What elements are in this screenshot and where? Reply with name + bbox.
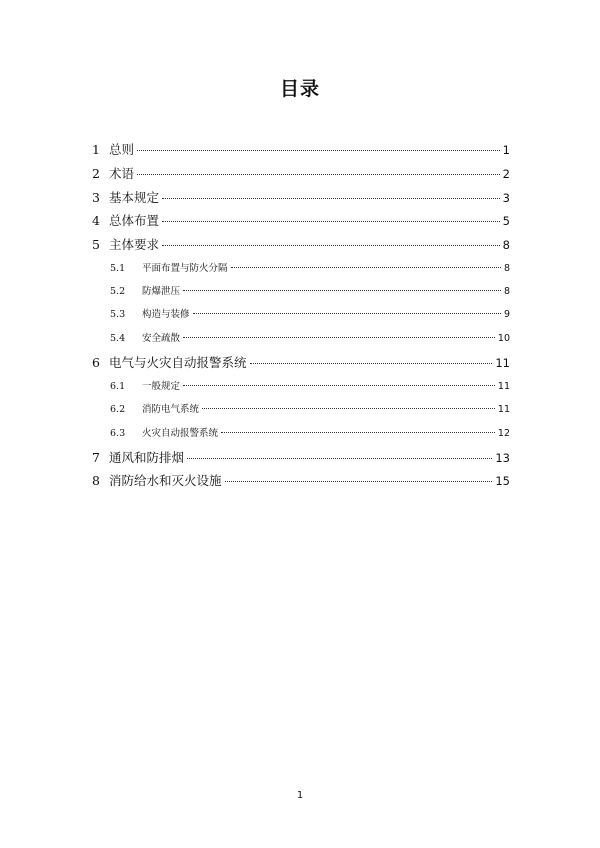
toc-subentry[interactable] [110,378,510,392]
toc-subentry[interactable] [110,306,510,320]
toc-entry-number: 3 [92,190,100,205]
toc-leader-dots [183,337,495,338]
toc-entry-page: 12 [497,428,510,439]
toc-entry-number: 1 [92,142,100,157]
toc-entry-page: 9 [503,309,510,320]
toc-subentry[interactable] [110,425,510,439]
toc-entry[interactable] [92,448,510,466]
toc-entry[interactable] [92,353,510,371]
toc-entry[interactable] [92,164,510,182]
toc-leader-dots [225,481,493,482]
toc-entry-label: 电气与火灾自动报警系统 [109,355,247,370]
toc-entry[interactable] [92,235,510,253]
toc-entry-label: 通风和防排烟 [109,450,185,465]
toc-entry-number: 4 [92,213,100,228]
toc-entry-page: 3 [502,191,510,205]
toc-entry-number: 7 [92,450,100,465]
toc-entry-page: 8 [503,286,510,297]
toc-entry-number: 6.2 [110,404,126,415]
toc-entry-number: 5.2 [110,286,126,297]
toc-leader-dots [137,150,500,151]
toc-entry-label: 一般规定 [142,381,181,392]
toc-subentry[interactable] [110,330,510,344]
toc-entry-page: 13 [495,451,510,465]
toc-leader-dots [202,408,495,409]
toc-leader-dots [137,174,500,175]
toc-entry-page: 8 [502,238,510,252]
toc-leader-dots [250,363,493,364]
toc-entry-page: 11 [495,356,510,370]
toc-entry-label: 基本规定 [109,190,160,205]
toc-entry-number: 6.3 [110,428,126,439]
toc-leader-dots [183,385,495,386]
toc-subentry[interactable] [110,401,510,415]
toc-entry-label: 术语 [109,166,135,181]
toc-entry[interactable] [92,471,510,489]
toc-entry-label: 主体要求 [109,237,160,252]
toc-entry-page: 1 [502,143,510,157]
toc-leader-dots [162,221,500,222]
toc-entry-number: 2 [92,166,100,181]
toc-leader-dots [183,290,501,291]
toc-entry-number: 6.1 [110,381,126,392]
page-number: 1 [296,790,304,801]
toc-entry-label: 防爆泄压 [142,286,181,297]
toc-entry-label: 消防给水和灭火设施 [109,473,222,488]
toc-entry-page: 8 [503,263,510,274]
toc-entry-number: 8 [92,473,100,488]
toc-entry-label: 构造与装修 [142,309,190,320]
toc-subentry[interactable] [110,260,510,274]
toc-leader-dots [193,313,501,314]
toc-entry[interactable] [92,211,510,229]
toc-entry-page: 2 [502,167,510,181]
toc-entry-label: 平面布置与防火分隔 [142,263,228,274]
toc-entry-label: 安全疏散 [142,333,181,344]
toc-leader-dots [162,245,500,246]
toc-subentry[interactable] [110,283,510,297]
toc-entry-page: 5 [502,214,510,228]
toc-entry-page: 10 [497,333,510,344]
toc-entry-number: 6 [92,355,100,370]
toc-leader-dots [187,458,492,459]
toc-entry-page: 11 [497,404,510,415]
toc-entry[interactable] [92,188,510,206]
toc-entry-number: 5.1 [110,263,126,274]
toc-entry-label: 火灾自动报警系统 [142,428,219,439]
toc-leader-dots [231,267,501,268]
toc-leader-dots [162,198,500,199]
toc-entry-number: 5.4 [110,333,126,344]
toc-entry[interactable] [92,140,510,158]
toc-entry-number: 5 [92,237,100,252]
toc-entry-number: 5.3 [110,309,126,320]
toc-entry-label: 总则 [109,142,135,157]
toc-entry-label: 消防电气系统 [142,404,200,415]
toc-entry-page: 11 [497,381,510,392]
toc-leader-dots [221,432,495,433]
page-title: 目录 [279,78,320,100]
toc-entry-label: 总体布置 [109,213,160,228]
toc-entry-page: 15 [495,474,510,488]
